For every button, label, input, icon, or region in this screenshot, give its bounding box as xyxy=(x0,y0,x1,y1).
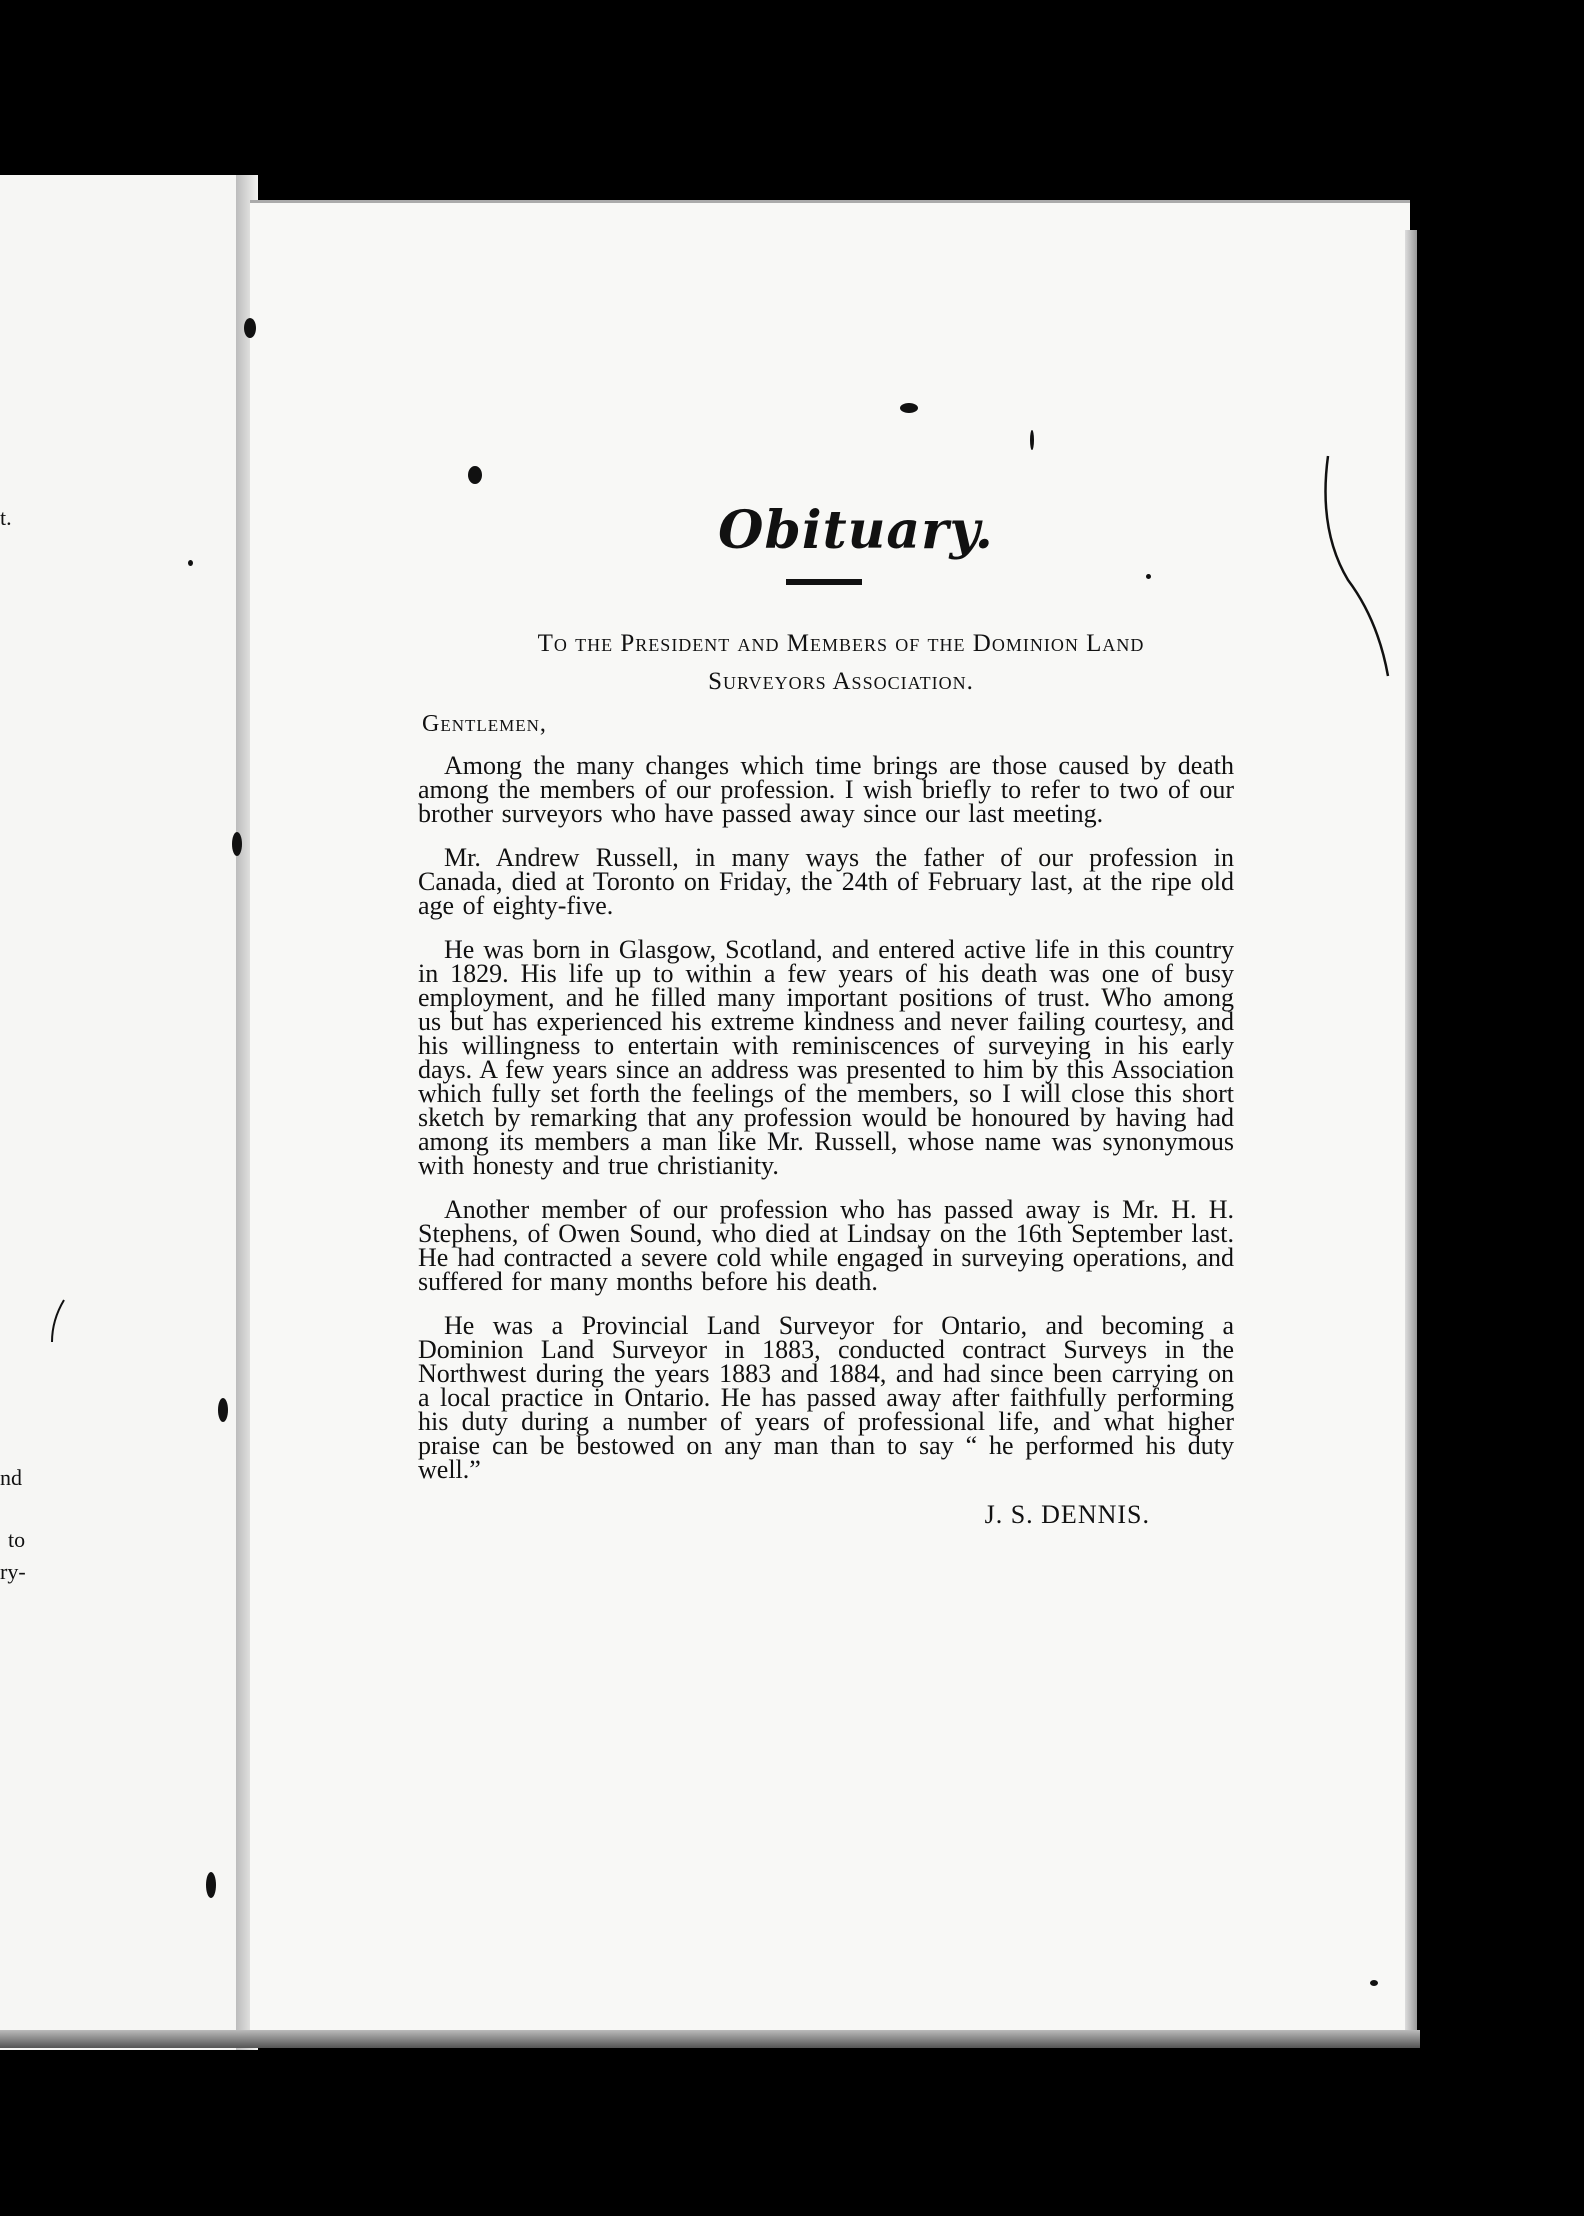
paragraph: Among the many changes which time brings are those caused by death among the members of our profession. I wish briefly to refer to two of our brother surveyors who have passed away since our last meeting. xyxy=(418,751,1234,828)
scan-speck xyxy=(188,560,193,566)
address-line: Surveyors Association. xyxy=(708,668,974,695)
title-rule xyxy=(786,579,862,585)
paragraph: He was a Provincial Land Surveyor for Ontario, and becoming a Dominion Land Surveyor in 1883, conducted contract Surveys in the Northwest during the years 1883 and 1884, and had since been carrying on a local practice in Ontario. He has passed away after faithfully performing his duty during a number of years of professional life, and what higher praise can be bestowed on any man than to say “ he performed his duty well.” xyxy=(418,1311,1234,1484)
page-bottom-edge xyxy=(0,2030,1420,2048)
scan-speck xyxy=(218,1398,228,1422)
left-page-fragment: to xyxy=(8,1527,26,1552)
scan-speck xyxy=(244,318,256,338)
scan-speck xyxy=(232,832,242,856)
address-heading xyxy=(448,625,1234,701)
left-page-fragment: t. xyxy=(0,505,12,530)
margin-curve-mark xyxy=(1318,450,1398,690)
left-facing-page xyxy=(0,175,240,2050)
left-page-fragment: ry- xyxy=(0,1559,26,1584)
obituary-text xyxy=(418,500,1234,1530)
paragraph: Another member of our profession who has passed away is Mr. H. H. Stephens, of Owen Sound, who died at Lindsay on the 16th September last. He had contracted a severe cold while engaged in surveying operations, and suffered for many months before his death. xyxy=(418,1195,1234,1296)
page-title: Obituary. xyxy=(718,500,994,561)
scan-speck xyxy=(900,403,918,413)
address-line: To the President and Members of the Dominion Land xyxy=(537,630,1145,657)
page-edge xyxy=(1405,230,1417,2035)
left-page-fragment: nd xyxy=(0,1465,22,1490)
paragraph: He was born in Glasgow, Scotland, and entered active life in this country in 1829. His life up to within a few years of his death was one of busy employment, and he filled many important positions of trust. Who among us but has experienced his extreme kindness and never failing courtesy, and his willingness to entertain with reminiscences of surveying in his early days. A few years since an address was presented to him by this Association which fully set forth the feelings of the members, so I will close this short sketch by remarking that any profession would be honoured by having had among its members a man like Mr. Russell, whose name was synonymous with honesty and true christianity. xyxy=(418,935,1234,1180)
scan-speck xyxy=(468,466,482,484)
signature: J. S. DENNIS. xyxy=(984,1500,1150,1529)
stray-mark xyxy=(46,1296,70,1346)
scan-speck xyxy=(1370,1980,1378,1986)
paragraph: Mr. Andrew Russell, in many ways the father of our profession in Canada, died at Toronto on Friday, the 24th of February last, at the ripe old age of eighty-five. xyxy=(418,843,1234,920)
scan-speck xyxy=(206,1872,216,1898)
scan-speck xyxy=(1030,430,1034,450)
salutation: Gentlemen, xyxy=(422,711,547,737)
